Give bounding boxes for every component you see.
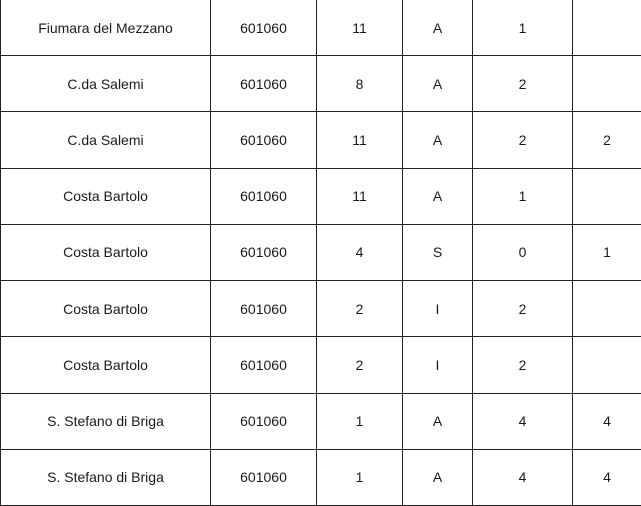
cell-location: Fiumara del Mezzano [1,0,211,56]
cell-value: 11 [317,112,403,168]
cell-code: 601060 [211,449,317,505]
cell-code: 601060 [211,337,317,393]
cell-extra [573,337,641,393]
cell-value: 1 [317,449,403,505]
table-row [1,393,641,449]
table-row [1,337,641,393]
cell-location: Costa Bartolo [1,337,211,393]
cell-value: 4 [317,224,403,280]
cell-class: A [403,168,473,224]
cell-code: 601060 [211,56,317,112]
cell-value: 1 [317,393,403,449]
cell-extra [573,281,641,337]
table-row [1,168,641,224]
table-row [1,112,641,168]
cell-code: 601060 [211,393,317,449]
cell-code: 601060 [211,112,317,168]
cell-location: S. Stefano di Briga [1,393,211,449]
cell-location: Costa Bartolo [1,224,211,280]
cell-count: 2 [473,112,573,168]
cell-location: Costa Bartolo [1,281,211,337]
cell-class: A [403,112,473,168]
cell-class: I [403,337,473,393]
cell-code: 601060 [211,168,317,224]
cell-code: 601060 [211,224,317,280]
cell-extra [573,168,641,224]
cell-count: 2 [473,337,573,393]
cell-value: 11 [317,0,403,56]
cell-extra [573,0,641,56]
cell-count: 2 [473,56,573,112]
cell-class: A [403,56,473,112]
cell-extra: 4 [573,449,641,505]
cell-class: A [403,0,473,56]
cell-count: 4 [473,393,573,449]
cell-value: 8 [317,56,403,112]
cell-value: 2 [317,337,403,393]
cell-count: 1 [473,168,573,224]
cell-class: S [403,224,473,280]
cell-location: S. Stefano di Briga [1,449,211,505]
cell-value: 2 [317,281,403,337]
cell-code: 601060 [211,0,317,56]
cell-value: 11 [317,168,403,224]
cell-location: C.da Salemi [1,112,211,168]
cell-location: Costa Bartolo [1,168,211,224]
cell-location: C.da Salemi [1,56,211,112]
cell-code: 601060 [211,281,317,337]
table-row [1,449,641,505]
table-row [1,0,641,56]
cell-class: A [403,393,473,449]
cell-class: I [403,281,473,337]
cell-count: 2 [473,281,573,337]
cell-extra: 1 [573,224,641,280]
cell-class: A [403,449,473,505]
cell-count: 4 [473,449,573,505]
cell-extra: 2 [573,112,641,168]
cell-count: 0 [473,224,573,280]
table-row [1,224,641,280]
cell-count: 1 [473,0,573,56]
cell-extra: 4 [573,393,641,449]
table-row [1,281,641,337]
cell-extra [573,56,641,112]
table-row [1,56,641,112]
